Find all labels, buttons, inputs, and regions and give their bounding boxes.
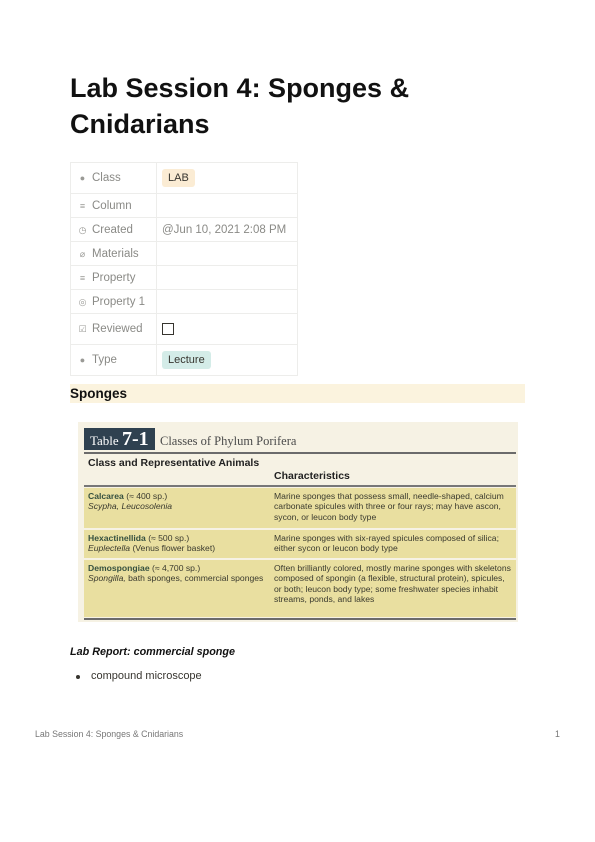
table-cell-count: (≈ 400 sp.) xyxy=(126,491,168,501)
property-row xyxy=(71,163,298,194)
list-item xyxy=(70,668,202,684)
section-heading-sponges: Sponges xyxy=(70,384,525,403)
properties-table xyxy=(70,162,298,376)
table-cell-count: (≈ 500 sp.) xyxy=(148,533,190,543)
materials-list xyxy=(70,668,202,684)
property-value-cell[interactable] xyxy=(157,163,298,194)
property-name-cell xyxy=(71,163,157,194)
table-cell-characteristics: Often brilliantly colored, mostly marine sponges with skeletons composed of spongin (a flexible, structural protein), spicules, or both; leucon body type; some freshwater species inhabit streams, ponds, and lakes xyxy=(274,563,511,605)
table-header-characteristics: Characteristics xyxy=(274,470,350,482)
table-rule xyxy=(84,452,516,454)
reviewed-checkbox[interactable] xyxy=(162,323,174,335)
table-cell-extra: (Venus flower basket) xyxy=(132,543,216,554)
property-name-cell xyxy=(71,314,157,345)
property-name-cell xyxy=(71,218,157,242)
property-name: Type xyxy=(92,354,117,366)
property-value-cell[interactable] xyxy=(157,218,298,242)
table-cell-class-name: Demospongiae xyxy=(88,563,150,573)
property-value-cell[interactable] xyxy=(157,194,298,218)
table-rule xyxy=(84,485,516,487)
table-cell-class-name: Calcarea xyxy=(88,491,124,501)
property-name: Column xyxy=(92,199,132,212)
property-name-cell xyxy=(71,242,157,266)
property-value-cell[interactable] xyxy=(157,242,298,266)
table-cell-class xyxy=(88,491,268,512)
select-icon: ● xyxy=(79,355,86,365)
property-value-cell[interactable] xyxy=(157,290,298,314)
table-cell-characteristics: Marine sponges that possess small, needle-shaped, calcium carbonate spicules with three or four rays; may have ascon, sycon, or leucon body type xyxy=(274,491,504,522)
property-row xyxy=(71,314,298,345)
table-cell-class xyxy=(88,563,268,584)
table-cell-examples: Spongilla, xyxy=(88,573,126,584)
lab-report-heading: Lab Report: commercial sponge xyxy=(70,646,235,658)
table-row xyxy=(84,560,516,617)
page-title: Lab Session 4: Sponges & Cnidarians xyxy=(70,73,410,139)
select-icon: ● xyxy=(79,173,86,183)
property-row xyxy=(71,218,298,242)
list-item-text: compound microscope xyxy=(91,670,202,682)
property-name-cell xyxy=(71,345,157,376)
property-name: Property xyxy=(92,271,136,284)
table-cell-count: (≈ 4,700 sp.) xyxy=(152,563,201,573)
property-row xyxy=(71,290,298,314)
checkbox-icon: ☑ xyxy=(78,324,87,334)
property-name-cell xyxy=(71,194,157,218)
table-row xyxy=(84,530,516,558)
table-cell-class-name: Hexactinellida xyxy=(88,533,146,543)
paperclip-icon: ⌀ xyxy=(79,248,86,259)
property-name: Created xyxy=(92,223,133,236)
table-label-number: 7-1 xyxy=(121,428,149,450)
footer-title: Lab Session 4: Sponges & Cnidarians xyxy=(35,729,184,739)
table-rule xyxy=(84,618,516,620)
property-name-cell xyxy=(71,266,157,290)
porifera-table-image xyxy=(78,422,518,622)
relation-icon: ◎ xyxy=(78,296,87,307)
property-tag[interactable]: LAB xyxy=(162,169,195,187)
property-name: Class xyxy=(92,172,121,184)
clock-icon: ◷ xyxy=(78,224,87,235)
property-name: Property 1 xyxy=(92,295,146,308)
property-row xyxy=(71,345,298,376)
bullet-dot-icon xyxy=(76,675,80,679)
table-header-class: Class and Representative Animals xyxy=(88,457,260,469)
table-row xyxy=(84,488,516,528)
text-lines-icon: ≡ xyxy=(79,272,86,283)
table-cell-extra: bath sponges, commercial sponges xyxy=(128,573,264,584)
table-cell-characteristics: Marine sponges with six-rayed spicules composed of silica; either sycon or leucon body type xyxy=(274,533,499,554)
footer-page-number: 1 xyxy=(555,729,560,739)
property-name: Materials xyxy=(92,247,139,260)
property-name-cell xyxy=(71,290,157,314)
table-cell-examples: Scypha, Leucosolenia xyxy=(88,501,173,512)
table-caption: Classes of Phylum Porifera xyxy=(160,434,297,448)
property-value-cell[interactable] xyxy=(157,345,298,376)
property-value-cell[interactable] xyxy=(157,314,298,345)
property-row xyxy=(71,266,298,290)
property-value-cell[interactable] xyxy=(157,266,298,290)
property-name: Reviewed xyxy=(92,323,143,335)
table-label-prefix: Table xyxy=(90,433,119,448)
text-lines-icon: ≡ xyxy=(79,200,86,211)
property-row xyxy=(71,242,298,266)
table-label xyxy=(84,428,155,450)
property-tag[interactable]: Lecture xyxy=(162,351,211,369)
table-cell-examples: Euplectella xyxy=(88,543,131,554)
property-row xyxy=(71,194,298,218)
property-value: @Jun 10, 2021 2:08 PM xyxy=(162,223,287,236)
table-cell-class xyxy=(88,533,268,554)
